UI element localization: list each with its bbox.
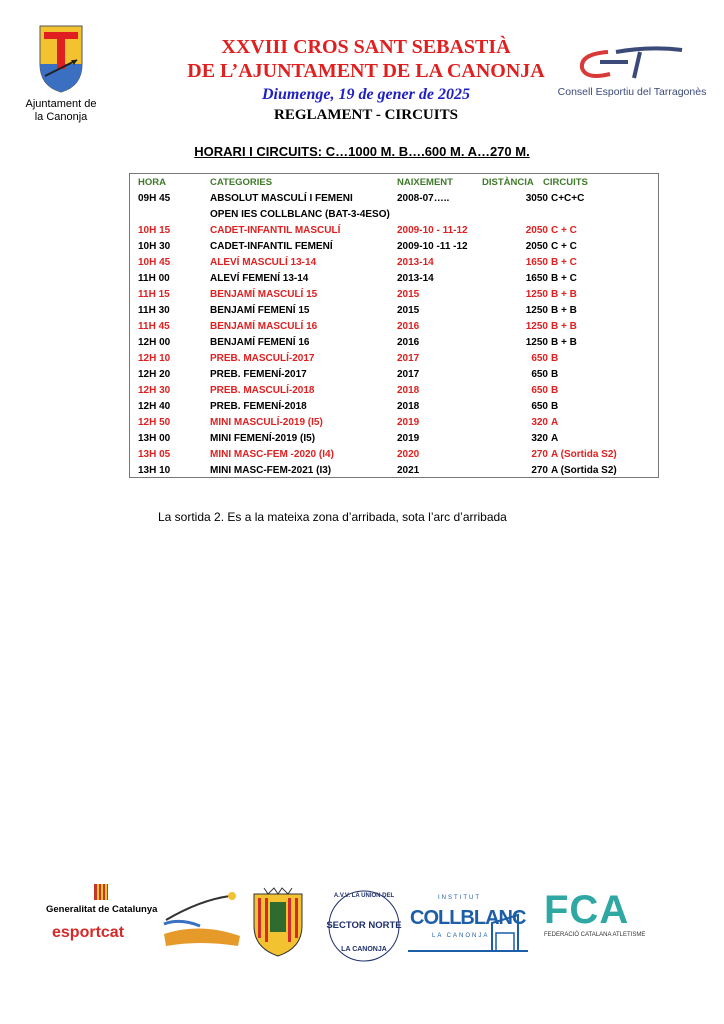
cell-birth-year: 2009-10 -11 -12 [397, 241, 468, 252]
cell-birth-year: 2017 [397, 369, 420, 380]
cell-distance: 1250 [525, 321, 548, 332]
cell-time: 11H 45 [138, 321, 170, 332]
schedule-table [129, 173, 659, 478]
table-row [130, 271, 658, 287]
cell-circuit: B + B [551, 321, 577, 332]
cell-category: CADET-INFANTIL MASCULÍ [210, 225, 341, 236]
fca-wordmark: FCA [544, 888, 630, 932]
cell-circuit: B + B [551, 289, 577, 300]
cell-category: PREB. FEMENÍ-2018 [210, 401, 307, 412]
cell-birth-year: 2009-10 - 11-12 [397, 225, 468, 236]
cell-time: 10H 45 [138, 257, 171, 268]
column-header-hora: HORA [138, 177, 166, 188]
table-row [130, 335, 658, 351]
sector-norte-town: LA CANONJA [341, 946, 387, 953]
event-title-line2: DE L’AJUNTAMENT DE LA CANONJA [187, 60, 545, 82]
canonja-crest-logo [36, 24, 86, 94]
cell-circuit: A (Sortida S2) [551, 465, 617, 476]
cell-distance: 2050 [525, 241, 548, 252]
cell-birth-year: 2008-07….. [397, 193, 450, 204]
cell-birth-year: 2019 [397, 417, 420, 428]
cell-distance: 650 [531, 369, 548, 380]
cell-circuit: B + C [551, 257, 577, 268]
cell-circuit: B + B [551, 337, 577, 348]
cell-category: CADET-INFANTIL FEMENÍ [210, 241, 333, 252]
table-row [130, 399, 658, 415]
cell-category: BENJAMÍ FEMENÍ 16 [210, 337, 310, 348]
cell-category: MINI MASC-FEM -2020 (I4) [210, 449, 334, 460]
municipality-label-line2: la Canonja [34, 111, 88, 123]
cell-birth-year: 2021 [397, 465, 420, 476]
event-title-line1: XXVIII CROS SANT SEBASTIÀ [221, 36, 511, 58]
cell-time: 09H 45 [138, 193, 171, 204]
table-row [130, 239, 658, 255]
institut-label: INSTITUT [438, 895, 481, 901]
cell-circuit: C + C [551, 241, 577, 252]
institut-town: LA CANONJA [432, 933, 490, 939]
cell-distance: 320 [531, 433, 548, 444]
table-row [130, 303, 658, 319]
cell-category: MINI MASCULÍ-2019 (I5) [210, 417, 323, 428]
cell-category: PREB. MASCULÍ-2018 [210, 385, 315, 396]
cell-time: 11H 00 [138, 273, 170, 284]
table-row [130, 367, 658, 383]
cell-circuit: C + C [551, 225, 577, 236]
table-row [130, 255, 658, 271]
cell-time: 10H 15 [138, 225, 171, 236]
cell-time: 13H 10 [138, 465, 171, 476]
institut-collblanc-logo [408, 893, 532, 957]
cell-distance: 1250 [525, 289, 548, 300]
sector-norte-name: SECTOR NORTE [326, 920, 402, 931]
cell-distance: 2050 [525, 225, 548, 236]
cell-circuit: B + B [551, 305, 577, 316]
table-row [130, 415, 658, 431]
institut-name: COLLBLANC [410, 907, 526, 929]
cell-category: MINI FEMENÍ-2019 (I5) [210, 433, 316, 444]
table-row [130, 287, 658, 303]
cell-circuit: B + C [551, 273, 577, 284]
cell-category: OPEN IES COLLBLANC (BAT-3-4ESO) [210, 209, 390, 220]
document-subtitle: REGLAMENT - CIRCUITS [274, 107, 458, 123]
generalitat-esportcat-logo [46, 884, 156, 944]
table-row [130, 223, 658, 239]
cell-category: BENJAMÍ FEMENÍ 15 [210, 305, 310, 316]
cell-birth-year: 2020 [397, 449, 420, 460]
municipality-label-line1: Ajuntament de [25, 98, 97, 110]
column-header-categories: CATEGORIES [210, 177, 273, 188]
cell-category: MINI MASC-FEM-2021 (I3) [210, 465, 332, 476]
cell-circuit: B [551, 369, 559, 380]
fca-logo [544, 888, 654, 944]
cell-category: ABSOLUT MASCULÍ I FEMENI [210, 193, 353, 204]
cell-birth-year: 2017 [397, 353, 420, 364]
sector-norte-ring-text: A.V.V. LA UNION DEL [333, 893, 395, 899]
cell-circuit: A [551, 433, 559, 444]
cell-circuit: B [551, 353, 559, 364]
cell-distance: 320 [531, 417, 548, 428]
cell-circuit: A [551, 417, 559, 428]
cell-category: PREB. MASCULÍ-2017 [210, 353, 315, 364]
cell-category: ALEVÍ FEMENÍ 13-14 [210, 273, 309, 284]
cell-distance: 1250 [525, 305, 548, 316]
cell-birth-year: 2019 [397, 433, 420, 444]
column-header-circuits: CIRCUITS [543, 177, 588, 188]
cell-time: 12H 30 [138, 385, 171, 396]
cell-birth-year: 2013-14 [397, 257, 434, 268]
cell-time: 11H 15 [138, 289, 170, 300]
table-row [130, 431, 658, 447]
cell-category: ALEVÍ MASCULÍ 13-14 [210, 257, 317, 268]
esportcat-label: esportcat [52, 924, 125, 941]
cell-birth-year: 2016 [397, 321, 420, 332]
table-row [130, 319, 658, 335]
cell-distance: 650 [531, 353, 548, 364]
canonja-shield-logo [248, 886, 308, 958]
cell-distance: 650 [531, 401, 548, 412]
cell-circuit: B [551, 401, 559, 412]
column-header-naixement: NAIXEMENT [397, 177, 453, 188]
fca-caption: FEDERACIÓ CATALANA ATLETISME [544, 932, 646, 938]
cell-distance: 1650 [525, 257, 548, 268]
cell-birth-year: 2015 [397, 289, 420, 300]
cell-time: 12H 40 [138, 401, 171, 412]
cell-birth-year: 2015 [397, 305, 420, 316]
table-row [130, 207, 658, 223]
cell-category: BENJAMÍ MASCULÍ 16 [210, 321, 318, 332]
event-date: Diumenge, 19 de gener de 2025 [262, 86, 470, 103]
cell-category: PREB. FEMENÍ-2017 [210, 369, 307, 380]
municipality-label [20, 98, 102, 124]
cell-time: 12H 50 [138, 417, 171, 428]
cell-distance: 3050 [525, 193, 548, 204]
sector-norte-logo [326, 888, 402, 964]
generalitat-emblem-icon [94, 884, 108, 900]
column-header-distancia: DISTÀNCIA [482, 177, 534, 188]
cell-birth-year: 2018 [397, 401, 420, 412]
cell-time: 12H 00 [138, 337, 171, 348]
cell-time: 10H 30 [138, 241, 171, 252]
start-note: La sortida 2. Es a la mateixa zona d’arribada, sota l’arc d’arribada [158, 510, 507, 524]
cell-distance: 270 [531, 449, 548, 460]
cell-birth-year: 2013-14 [397, 273, 434, 284]
table-header-row [130, 175, 658, 191]
cell-time: 11H 30 [138, 305, 170, 316]
cell-circuit: C+C+C [551, 193, 585, 204]
cell-birth-year: 2016 [397, 337, 420, 348]
table-row [130, 463, 658, 479]
cell-time: 13H 00 [138, 433, 171, 444]
cell-time: 12H 20 [138, 369, 171, 380]
generalitat-label: Generalitat de Catalunya [46, 904, 158, 915]
table-row [130, 191, 658, 207]
table-row [130, 383, 658, 399]
cell-circuit: B [551, 385, 559, 396]
cet-logo-caption: Consell Esportiu del Tarragonès [557, 86, 707, 98]
table-row [130, 447, 658, 463]
cell-time: 13H 05 [138, 449, 171, 460]
canonja-sports-emblem [160, 890, 244, 952]
cell-birth-year: 2018 [397, 385, 420, 396]
cell-time: 12H 10 [138, 353, 171, 364]
cell-distance: 1650 [525, 273, 548, 284]
cell-distance: 1250 [525, 337, 548, 348]
cell-category: BENJAMÍ MASCULÍ 15 [210, 289, 318, 300]
table-row [130, 351, 658, 367]
cet-logo [570, 44, 690, 84]
cell-distance: 270 [531, 465, 548, 476]
cell-circuit: A (Sortida S2) [551, 449, 617, 460]
schedule-heading: HORARI I CIRCUITS: C…1000 M. B….600 M. A…270 M. [194, 144, 530, 159]
cell-distance: 650 [531, 385, 548, 396]
